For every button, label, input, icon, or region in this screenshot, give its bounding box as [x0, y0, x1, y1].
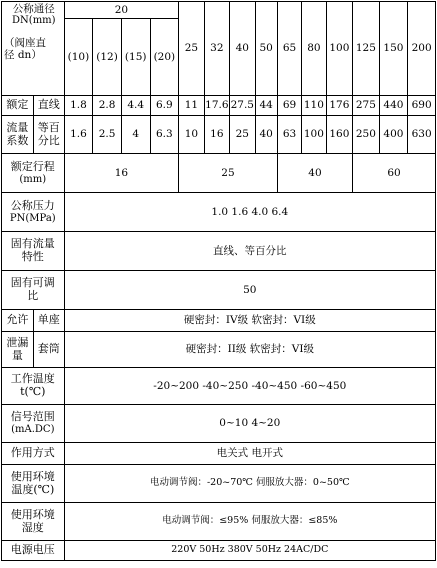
flow-label-top: 额定 — [2, 96, 34, 116]
rangeability-line1: 固有可调 — [10, 276, 55, 290]
env-humidity-line1: 使用环境 — [10, 507, 55, 521]
flow-eqp-value: 6.3 — [150, 116, 179, 154]
flow-label-line1: 流量 — [6, 120, 29, 134]
leakage-row-single-seat — [2, 310, 436, 332]
pressure-label — [2, 193, 65, 232]
flow-linear-value: 2.8 — [93, 96, 122, 116]
flow-characteristic-value: 直线、等百分比 — [64, 232, 435, 271]
flow-linear-value: 11 — [179, 96, 204, 116]
power-supply-value: 220V 50Hz 380V 50Hz 24AC/DC — [64, 541, 435, 561]
flow-eqp-value: 160 — [326, 116, 353, 154]
action-mode-row — [2, 443, 436, 465]
working-temp-line2: t(℃) — [20, 385, 46, 398]
signal-range-value: 0~10 4~20 — [64, 405, 435, 443]
dn-size-32: 32 — [204, 2, 229, 96]
flow-eqp-value: 250 — [353, 116, 380, 154]
flow-linear-value: 6.9 — [150, 96, 179, 116]
rangeability-line2: 比 — [27, 289, 39, 302]
stroke-row — [2, 154, 436, 193]
dn-size-65: 65 — [277, 2, 301, 96]
pressure-label-line2: PN(MPa) — [9, 212, 56, 224]
header-row-top — [2, 2, 436, 19]
leakage-sublabel-single-seat: 单座 — [33, 310, 64, 332]
leakage-label-line3: 量 — [11, 348, 23, 362]
rangeability-label — [2, 271, 65, 310]
flow-linear-value: 4.4 — [121, 96, 150, 116]
flow-eqp-value: 4 — [121, 116, 150, 154]
flow-row-linear — [2, 96, 436, 116]
flow-eqp-value: 25 — [230, 116, 255, 154]
flow-linear-value: 275 — [353, 96, 380, 116]
leakage-sublabel-sleeve: 套筒 — [33, 332, 64, 368]
flow-eqp-value: 16 — [204, 116, 229, 154]
dn-size-40: 40 — [230, 2, 255, 96]
flow-linear-value: 17.6 — [204, 96, 229, 116]
dn-size-50: 50 — [255, 2, 277, 96]
action-mode-label: 作用方式 — [2, 443, 65, 465]
env-temp-line2: 温度(℃) — [11, 482, 55, 496]
flow-eqp-value: 40 — [255, 116, 277, 154]
dn-label-line4: 径 dn） — [4, 48, 42, 61]
leakage-label-bottom — [2, 332, 34, 368]
dn-size-80: 80 — [302, 2, 326, 96]
flow-eqp-value: 400 — [379, 116, 408, 154]
flow-label-line2: 系数 — [6, 133, 29, 147]
action-mode-value: 电关式 电开式 — [64, 443, 435, 465]
env-temp-value: 电动调节阀：-20~70℃ 伺服放大器：0~50℃ — [64, 465, 435, 503]
flow-characteristic-row — [2, 232, 436, 271]
working-temp-label — [2, 368, 65, 405]
leakage-row-sleeve — [2, 332, 436, 368]
leakage-value-sleeve: 硬密封：II级 软密封：VI级 — [64, 332, 435, 368]
flow-row-equal-percent — [2, 116, 436, 154]
working-temp-row — [2, 368, 436, 405]
flow-sublabel-equal-percent — [33, 116, 64, 154]
flow-eqp-value: 100 — [302, 116, 326, 154]
flow-eqp-value: 10 — [179, 116, 204, 154]
leakage-label-top: 允许 — [2, 310, 34, 332]
dn20-size-12: (12) — [93, 19, 122, 96]
dn-label-line2: DN(mm) — [12, 15, 56, 27]
flow-linear-value: 44 — [255, 96, 277, 116]
env-humidity-line2: 湿度 — [21, 520, 44, 534]
leakage-label-line2: 泄漏 — [6, 335, 29, 349]
flow-characteristic-line1: 固有流量 — [10, 237, 55, 251]
env-temp-row — [2, 465, 436, 503]
flow-sublabel-linear: 直线 — [33, 96, 64, 116]
stroke-value-60: 60 — [353, 154, 436, 193]
signal-range-label — [2, 405, 65, 443]
env-temp-line1: 使用环境 — [10, 469, 55, 483]
flow-eqp-value: 630 — [408, 116, 436, 154]
flow-sublabel-line1: 等百 — [37, 120, 60, 134]
dn-size-125: 125 — [353, 2, 380, 96]
flow-linear-value: 27.5 — [230, 96, 255, 116]
flow-sublabel-line2: 分比 — [37, 133, 60, 147]
flow-linear-value: 440 — [379, 96, 408, 116]
stroke-label — [2, 154, 65, 193]
stroke-value-16: 16 — [64, 154, 179, 193]
flow-linear-value: 176 — [326, 96, 353, 116]
env-temp-label — [2, 465, 65, 503]
flow-eqp-value: 63 — [277, 116, 301, 154]
rangeability-row — [2, 271, 436, 310]
stroke-value-25: 25 — [179, 154, 278, 193]
flow-characteristic-line2: 特性 — [21, 250, 44, 263]
dn-size-25: 25 — [179, 2, 204, 96]
power-supply-label: 电源电压 — [2, 541, 65, 561]
flow-linear-value: 110 — [302, 96, 326, 116]
env-humidity-label — [2, 503, 65, 541]
working-temp-value: -20~200 -40~250 -40~450 -60~450 — [64, 368, 435, 405]
flow-eqp-value: 1.6 — [64, 116, 93, 154]
signal-range-row — [2, 405, 436, 443]
dn20-size-20: (20) — [150, 19, 179, 96]
working-temp-line1: 工作温度 — [10, 372, 55, 386]
power-supply-row — [2, 541, 436, 561]
flow-eqp-value: 2.5 — [93, 116, 122, 154]
flow-linear-value: 1.8 — [64, 96, 93, 116]
env-humidity-row — [2, 503, 436, 541]
dn-size-200: 200 — [408, 2, 436, 96]
dn20-size-15: (15) — [121, 19, 150, 96]
pressure-label-line1: 公称压力 — [10, 198, 55, 212]
leakage-value-single-seat: 硬密封：IV级 软密封：VI级 — [64, 310, 435, 332]
env-humidity-value: 电动调节阀：≤95% 伺服放大器：≤85% — [64, 503, 435, 541]
flow-linear-value: 69 — [277, 96, 301, 116]
flow-characteristic-label — [2, 232, 65, 271]
dn-size-100: 100 — [326, 2, 353, 96]
dn-label-line3: （阀座直 — [4, 36, 46, 49]
flow-label-bottom — [2, 116, 34, 154]
dn20-size-10: (10) — [64, 19, 93, 96]
stroke-value-40: 40 — [277, 154, 352, 193]
signal-range-line2: (mA.DC) — [11, 424, 55, 436]
pressure-row — [2, 193, 436, 232]
signal-range-line1: 信号范围 — [10, 410, 55, 424]
dn-size-150: 150 — [379, 2, 408, 96]
pressure-value: 1.0 1.6 4.0 6.4 — [64, 193, 435, 232]
rangeability-value: 50 — [64, 271, 435, 310]
flow-linear-value: 690 — [408, 96, 436, 116]
valve-spec-table — [1, 1, 436, 561]
dn20-group-header: 20 — [64, 2, 179, 19]
dn-label-cell — [2, 2, 65, 96]
stroke-label-line2: (mm) — [19, 173, 47, 185]
stroke-label-line1: 额定行程 — [10, 159, 55, 173]
dn-label-line1: 公称通径 — [12, 3, 55, 15]
